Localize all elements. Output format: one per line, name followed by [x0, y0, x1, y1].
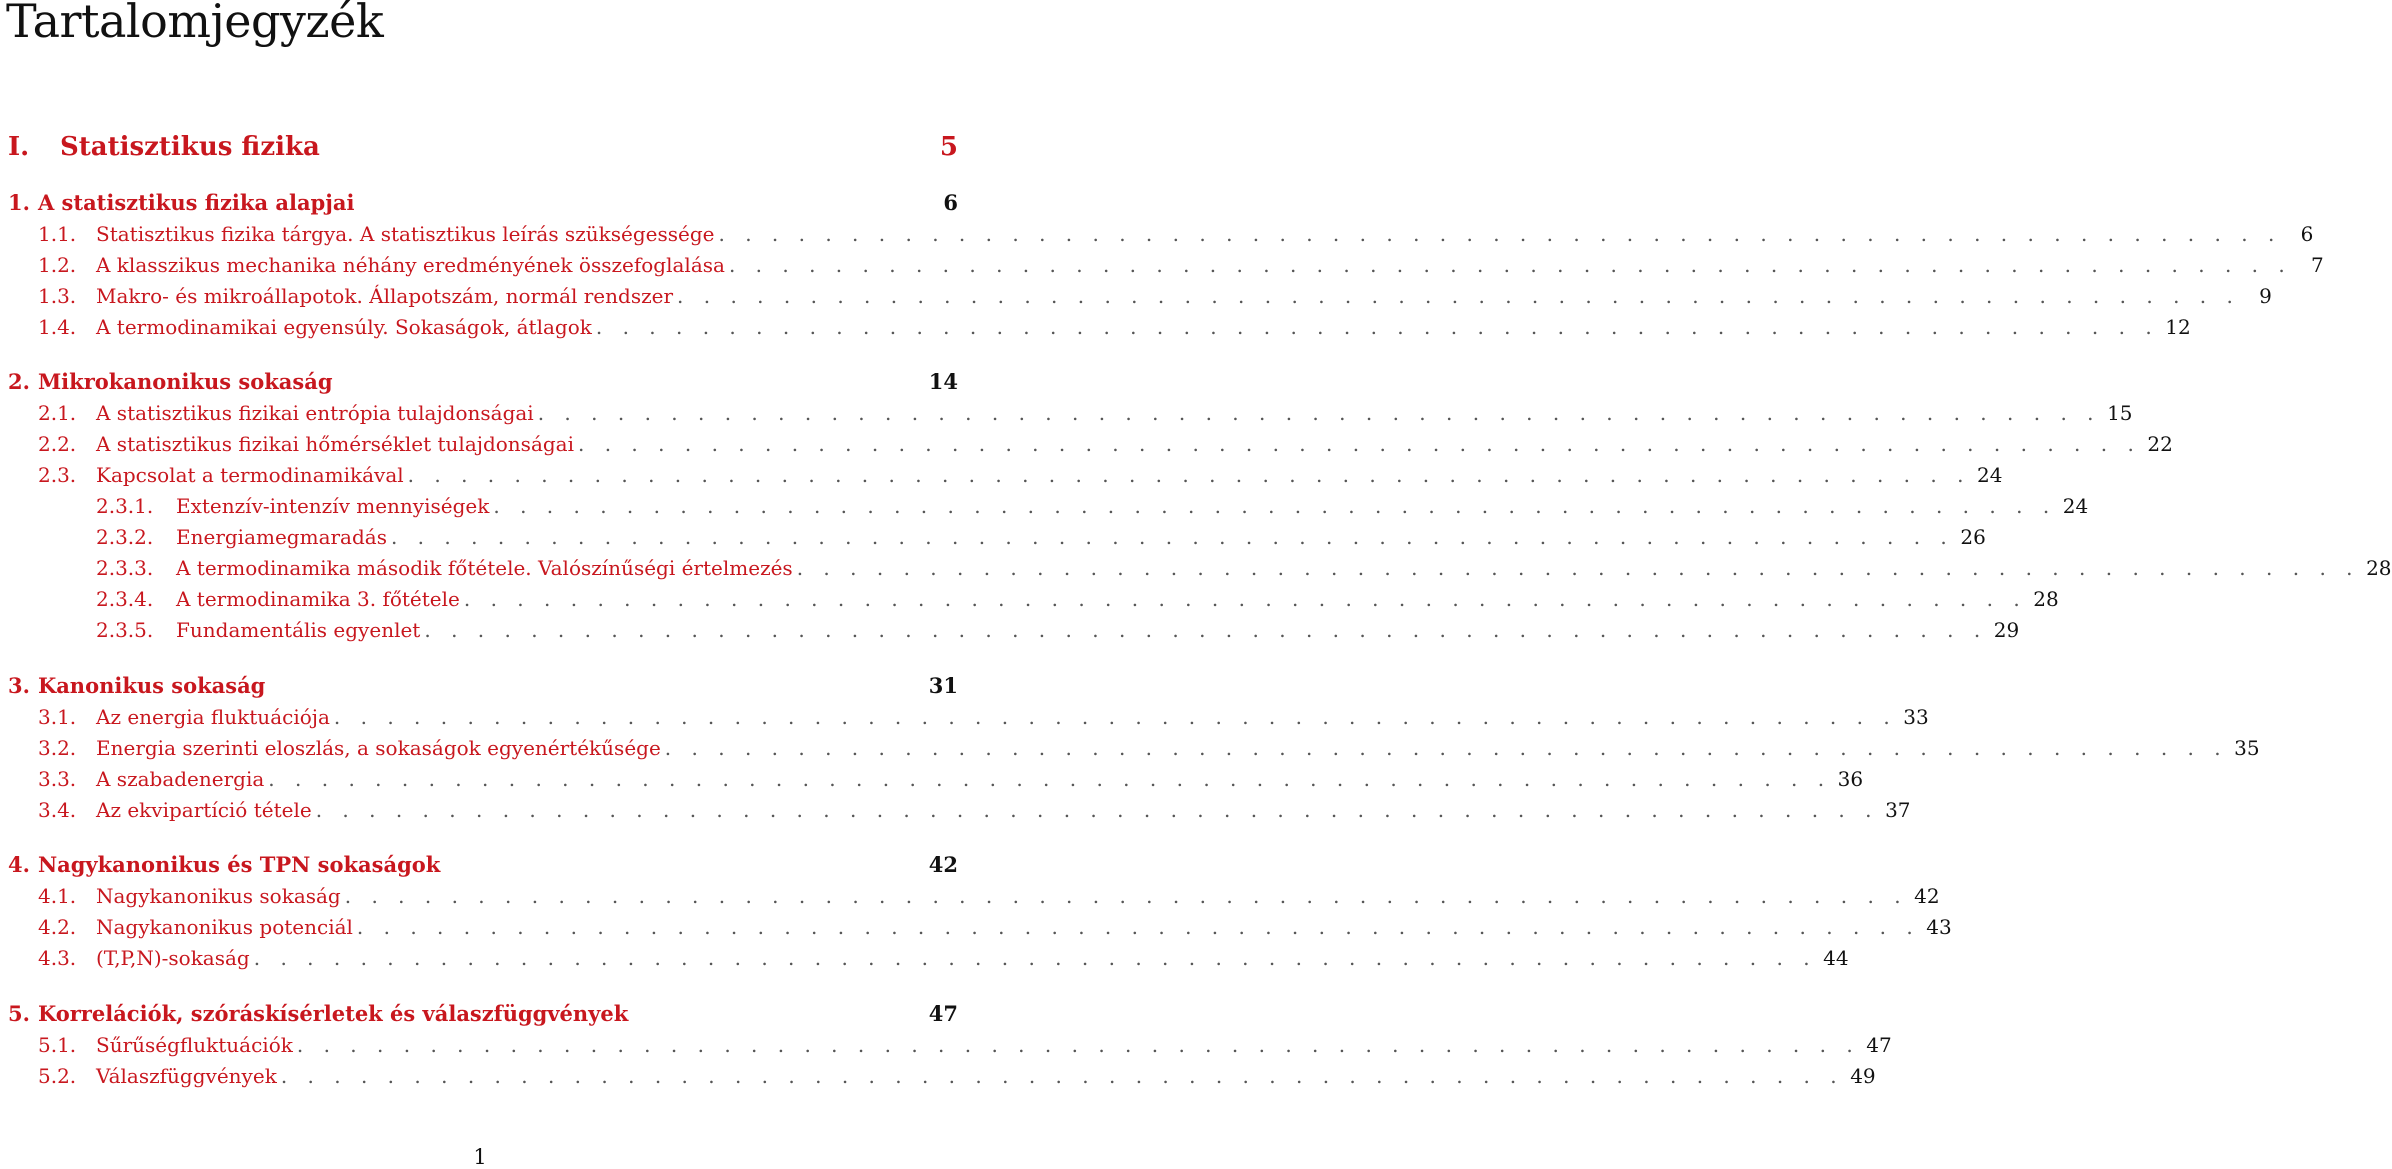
toc-part[interactable]: [8, 132, 958, 162]
subsection-number: 2.3.2.: [96, 525, 154, 549]
toc-chapter[interactable]: [8, 1001, 958, 1031]
leader-dots: . . . . . . . . . . . . . . . . . . . . . . . . . . . . . . . . . . . . . . . . . . . . . . . . . . . . . . . . . . .: [390, 525, 1954, 549]
chapter-page: 6: [943, 190, 958, 215]
leader-dots: . . . . . . . . . . . . . . . . . . . . . . . . . . . . . . . . . . . . . . . . . . . . . . . . . . . . . . . . . . .: [268, 767, 1832, 791]
toc-subsection[interactable]: [96, 494, 2089, 524]
section-number: 4.3.: [38, 946, 77, 970]
section-number: 5.2.: [38, 1064, 77, 1088]
section-page: 49: [1850, 1064, 1876, 1088]
leader-dots: . . . . . . . . . . . . . . . . . . . . . . . . . . . . . . . . . . . . . . . . . . . . . . . . . . . . . . . . . . .: [718, 222, 2282, 246]
leader-dots: . . . . . . . . . . . . . . . . . . . . . . . . . . . . . . . . . . . . . . . . . . . . . . . . . . . . . . . . . . .: [595, 315, 2159, 339]
leader-dots: . . . . . . . . . . . . . . . . . . . . . . . . . . . . . . . . . . . . . . . . . . . . . . . . . . . . . . . . . . .: [664, 736, 2228, 760]
section-number: 3.2.: [38, 736, 77, 760]
chapter-title: Mikrokanonikus sokaság: [37, 369, 333, 394]
leader-dots: . . . . . . . . . . . . . . . . . . . . . . . . . . . . . . . . . . . . . . . . . . . . . . . . . . . . . . . . . . .: [296, 1033, 1860, 1057]
section-number: 5.1.: [38, 1033, 77, 1057]
toc-subsection[interactable]: [96, 525, 1986, 555]
section-title: A termodinamikai egyensúly. Sokaságok, átlagok: [96, 315, 592, 339]
toc-section[interactable]: [38, 884, 1940, 914]
section-page: 37: [1885, 798, 1911, 822]
toc-section[interactable]: [38, 222, 2314, 252]
section-page: 33: [1903, 705, 1929, 729]
leader-dots: . . . . . . . . . . . . . . . . . . . . . . . . . . . . . . . . . . . . . . . . . . . . . . . . . . . . . . . . . . .: [407, 463, 1971, 487]
leader-dots: . . . . . . . . . . . . . . . . . . . . . . . . . . . . . . . . . . . . . . . . . . . . . . . . . . . . . . . . . . .: [463, 587, 2027, 611]
chapter-title: A statisztikus fizika alapjai: [37, 190, 355, 215]
section-title: Kapcsolat a termodinamikával: [96, 463, 404, 487]
section-title: Statisztikus fizika tárgya. A statisztikus leírás szükségessége: [96, 222, 715, 246]
chapter-number: 5.: [8, 1001, 30, 1026]
section-title: Az energia fluktuációja: [96, 705, 330, 729]
leader-dots: . . . . . . . . . . . . . . . . . . . . . . . . . . . . . . . . . . . . . . . . . . . . . . . . . . . . . . . . . . .: [315, 798, 1879, 822]
section-page: 35: [2234, 736, 2260, 760]
leader-dots: . . . . . . . . . . . . . . . . . . . . . . . . . . . . . . . . . . . . . . . . . . . . . . . . . . . . . . . . . . .: [344, 884, 1908, 908]
section-number: 4.1.: [38, 884, 77, 908]
toc-section[interactable]: [38, 798, 1911, 828]
leader-dots: . . . . . . . . . . . . . . . . . . . . . . . . . . . . . . . . . . . . . . . . . . . . . . . . . . . . . . . . . . .: [677, 284, 2240, 308]
section-page: 12: [2165, 315, 2191, 339]
section-page: 22: [2147, 432, 2173, 456]
section-page: 44: [1823, 946, 1849, 970]
leader-dots: . . . . . . . . . . . . . . . . . . . . . . . . . . . . . . . . . . . . . . . . . . . . . . . . . . . . . . . . . . .: [356, 915, 1920, 939]
toc-section[interactable]: [38, 736, 2260, 766]
subsection-number: 2.3.5.: [96, 618, 154, 642]
part-page: 5: [939, 132, 958, 162]
chapter-title: Kanonikus sokaság: [37, 673, 266, 698]
section-page: 9: [2259, 284, 2272, 308]
section-title: Energia szerinti eloszlás, a sokaságok egyenértékűsége: [96, 736, 661, 760]
subsection-page: 28: [2366, 556, 2392, 580]
section-title: A statisztikus fizikai entrópia tulajdonságai: [96, 401, 534, 425]
section-title: (T,P,N)-sokaság: [96, 946, 250, 970]
chapter-number: 4.: [8, 852, 30, 877]
chapter-page: 42: [928, 852, 958, 877]
leader-dots: . . . . . . . . . . . . . . . . . . . . . . . . . . . . . . . . . . . . . . . . . . . . . . . . . . . . . . . . . . .: [253, 946, 1817, 970]
subsection-title: A termodinamika második főtétele. Valószínűségi értelmezés: [176, 556, 793, 580]
chapter-page: 14: [928, 369, 958, 394]
section-number: 2.1.: [38, 401, 77, 425]
section-title: Válaszfüggvények: [96, 1064, 277, 1088]
leader-dots: . . . . . . . . . . . . . . . . . . . . . . . . . . . . . . . . . . . . . . . . . . . . . . . . . . . . . . . . . . .: [424, 618, 1988, 642]
section-number: 3.3.: [38, 767, 77, 791]
leader-dots: . . . . . . . . . . . . . . . . . . . . . . . . . . . . . . . . . . . . . . . . . . . . . . . . . . . . . . . . . . .: [796, 556, 2360, 580]
chapter-number: 2.: [8, 369, 30, 394]
section-title: Nagykanonikus sokaság: [96, 884, 341, 908]
page-number: 1: [473, 1145, 487, 1169]
section-page: 24: [1977, 463, 2003, 487]
section-number: 1.1.: [38, 222, 77, 246]
subsection-number: 2.3.1.: [96, 494, 154, 518]
section-title: A klasszikus mechanika néhány eredményének összefoglalása: [96, 253, 725, 277]
chapter-page: 31: [928, 673, 958, 698]
section-number: 2.3.: [38, 463, 77, 487]
leader-dots: . . . . . . . . . . . . . . . . . . . . . . . . . . . . . . . . . . . . . . . . . . . . . . . . . . . . . . . . . . .: [537, 401, 2101, 425]
section-number: 4.2.: [38, 915, 77, 939]
toc-section[interactable]: [38, 463, 2003, 493]
section-title: Makro- és mikroállapotok. Állapotszám, normál rendszer: [96, 284, 674, 308]
subsection-title: Fundamentális egyenlet: [176, 618, 421, 642]
leader-dots: . . . . . . . . . . . . . . . . . . . . . . . . . . . . . . . . . . . . . . . . . . . . . . . . . . . . . . . . . . .: [280, 1064, 1844, 1088]
toc-chapter[interactable]: [8, 673, 958, 703]
toc-section[interactable]: [38, 284, 2272, 314]
subsection-number: 2.3.4.: [96, 587, 154, 611]
chapter-number: 1.: [8, 190, 30, 215]
section-title: Sűrűségfluktuációk: [96, 1033, 293, 1057]
leader-dots: . . . . . . . . . . . . . . . . . . . . . . . . . . . . . . . . . . . . . . . . . . . . . . . . . . . . . . . . . . .: [578, 432, 2141, 456]
leader-dots: . . . . . . . . . . . . . . . . . . . . . . . . . . . . . . . . . . . . . . . . . . . . . . . . . . . . . . . . . . .: [493, 494, 2057, 518]
part-number: I.: [8, 132, 30, 162]
section-number: 3.4.: [38, 798, 77, 822]
toc-subsection[interactable]: [96, 587, 2059, 617]
subsection-page: 28: [2033, 587, 2059, 611]
section-number: 1.2.: [38, 253, 77, 277]
toc-section[interactable]: [38, 705, 1929, 735]
toc-section[interactable]: [38, 1064, 1876, 1094]
subsection-page: 29: [1993, 618, 2020, 642]
section-page: 15: [2107, 401, 2133, 425]
section-title: A szabadenergia: [96, 767, 265, 791]
toc-section[interactable]: [38, 315, 2191, 345]
subsection-title: Extenzív-intenzív mennyiségek: [176, 494, 490, 518]
toc-section[interactable]: [38, 946, 1849, 976]
chapter-number: 3.: [8, 673, 30, 698]
section-page: 43: [1926, 915, 1952, 939]
leader-dots: . . . . . . . . . . . . . . . . . . . . . . . . . . . . . . . . . . . . . . . . . . . . . . . . . . . . . . . . . . .: [728, 253, 2292, 277]
toc-section[interactable]: [38, 432, 2173, 462]
section-number: 2.2.: [38, 432, 77, 456]
section-page: 42: [1914, 884, 1940, 908]
toc-subsection[interactable]: [96, 618, 2020, 648]
part-title: Statisztikus fizika: [60, 132, 320, 162]
subsection-page: 24: [2062, 494, 2089, 518]
section-title: Az ekvipartíció tétele: [96, 798, 312, 822]
chapter-title: Nagykanonikus és TPN sokaságok: [37, 852, 441, 877]
subsection-title: A termodinamika 3. főtétele: [176, 587, 460, 611]
section-page: 6: [2300, 222, 2314, 246]
chapter-title: Korrelációk, szóráskísérletek és válaszfüggvények: [37, 1001, 629, 1026]
toc-section[interactable]: [38, 401, 2133, 431]
section-number: 1.3.: [38, 284, 77, 308]
page-title: Tartalomjegyzék: [6, 0, 384, 48]
toc-section[interactable]: [38, 1033, 1892, 1063]
section-page: 36: [1837, 767, 1864, 791]
section-title: A statisztikus fizikai hőmérséklet tulajdonságai: [96, 432, 574, 456]
subsection-title: Energiamegmaradás: [176, 525, 387, 549]
subsection-page: 26: [1960, 525, 1986, 549]
toc-subsection[interactable]: [96, 556, 2392, 586]
section-page: 47: [1866, 1033, 1892, 1057]
toc-chapter[interactable]: [8, 369, 958, 399]
toc-section[interactable]: [38, 767, 1864, 797]
section-page: 7: [2311, 253, 2324, 277]
toc-section[interactable]: [38, 915, 1952, 945]
toc-chapter[interactable]: [8, 190, 958, 220]
toc-section[interactable]: [38, 253, 2324, 283]
section-title: Nagykanonikus potenciál: [96, 915, 353, 939]
section-number: 1.4.: [38, 315, 77, 339]
toc-chapter[interactable]: [8, 852, 958, 882]
leader-dots: . . . . . . . . . . . . . . . . . . . . . . . . . . . . . . . . . . . . . . . . . . . . . . . . . . . . . . . . . . .: [333, 705, 1897, 729]
chapter-page: 47: [928, 1001, 958, 1026]
subsection-number: 2.3.3.: [96, 556, 154, 580]
section-number: 3.1.: [38, 705, 77, 729]
